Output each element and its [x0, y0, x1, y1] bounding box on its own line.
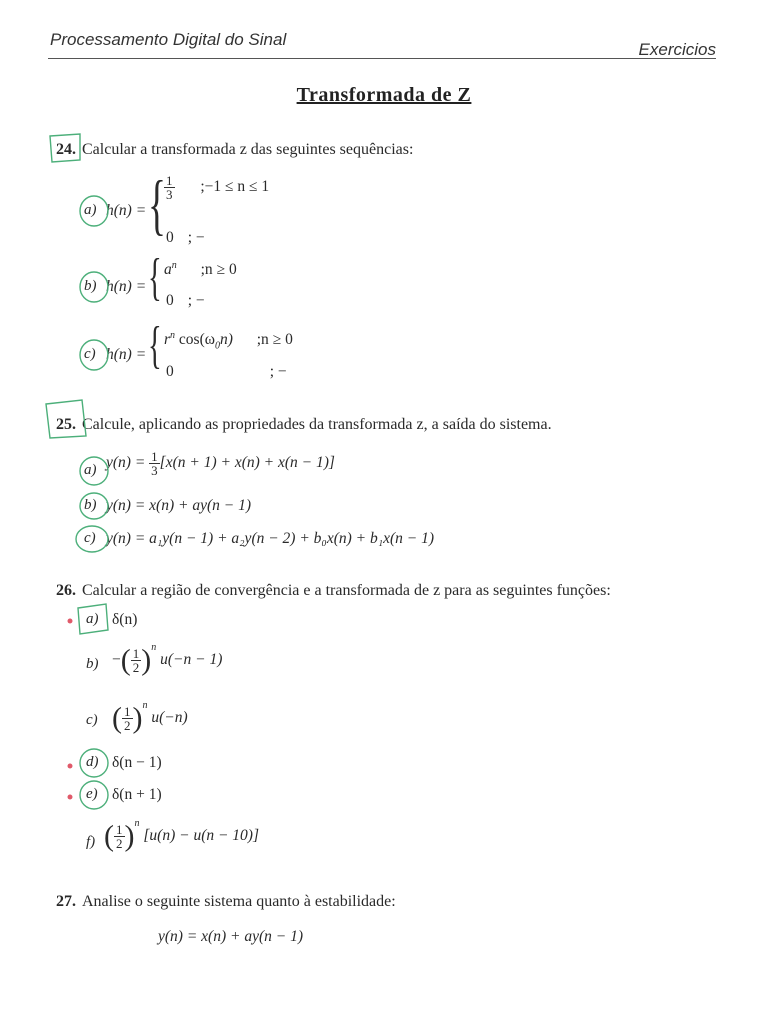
problem-27: [56, 893, 396, 911]
equation-26e: δ(n + 1): [112, 786, 162, 803]
case-24a-1: $\frac{1}{3}$ ;−1 ≤ n ≤ 1: [166, 173, 270, 202]
equation-26c: ( $\frac{1}{2}$ )$^n$ u(−n): [112, 700, 188, 735]
header-section: Exercicios: [638, 40, 716, 59]
equation-27: y(n) = x(n) + ay(n − 1): [158, 928, 303, 945]
case-24c-1: $r^n$ $\cos(\omega_0n)$ ;n ≥ 0: [164, 330, 293, 352]
equation-25c: y(n) = a₁y(n − 1) + a₂y(n − 2) + b₀x(n) + b₁x(n − 1): [106, 530, 435, 547]
equation-26f: ( $\frac{1}{2}$ )$^n$ [u(n) − u(n − 10)]: [104, 818, 260, 853]
equation-25b: y(n) = x(n) + ay(n − 1): [106, 497, 251, 514]
dot-mark-26e: [68, 795, 73, 800]
document-title: Transformada de Z: [296, 84, 472, 106]
equation-26d: δ(n − 1): [112, 754, 162, 771]
item-label-26b: b): [86, 656, 99, 672]
problem-number: 26.: [56, 582, 76, 599]
item-label-25a: a): [84, 462, 97, 478]
item-label-24a: a): [84, 202, 97, 218]
brace-24b: {: [148, 249, 162, 306]
item-label-26f: f): [86, 834, 96, 850]
equation-25a: y(n) = $\frac{1}{3}$ [x(n + 1) + x(n) + x(n − 1)]: [106, 449, 335, 478]
dot-mark-26d: [68, 764, 73, 769]
problem-text: Calcular a região de convergência e a transformada de z para as seguintes funções:: [82, 582, 611, 599]
item-label-26c: c): [86, 712, 98, 728]
item-label-26d: d): [86, 754, 99, 770]
item-label-26a: a): [86, 611, 99, 627]
header-rule: [48, 58, 716, 59]
problem-25: [56, 416, 552, 434]
equation-26a: δ(n): [112, 611, 138, 628]
problem-26: [56, 582, 611, 600]
item-label-26e: e): [86, 786, 98, 802]
equation-lhs-24c: h(n) =: [106, 346, 147, 363]
item-label-25c: c): [84, 530, 96, 546]
equation-lhs-24a: h(n) =: [106, 202, 147, 219]
case-24c-2: 0 ; −: [166, 363, 287, 380]
problem-24: [56, 141, 413, 159]
problem-text: Analise o seguinte sistema quanto à estabilidade:: [82, 893, 396, 910]
item-label-24c: c): [84, 346, 96, 362]
problem-text: Calcular a transformada z das seguintes sequências:: [82, 141, 414, 158]
brace-24c: {: [148, 317, 162, 374]
brace-24a: {: [148, 166, 166, 242]
item-label-24b: b): [84, 278, 97, 294]
equation-lhs-24b: h(n) =: [106, 278, 147, 295]
problem-number: 27.: [56, 893, 76, 910]
case-24b-2: 0 ; −: [166, 292, 205, 309]
problem-number: 25.: [56, 416, 76, 433]
header-course-title: Processamento Digital do Sinal: [50, 30, 287, 49]
case-24a-2: 0 ; −: [166, 229, 205, 246]
item-label-25b: b): [84, 497, 97, 513]
problem-text: Calcule, aplicando as propriedades da transformada z, a saída do sistema.: [82, 416, 552, 433]
dot-mark-26a: [68, 619, 73, 624]
equation-26b: −( $\frac{1}{2}$ )$^n$ u(−n − 1): [112, 642, 223, 677]
problem-number: 24.: [56, 141, 76, 158]
case-24b-1: $a^n$ ;n ≥ 0: [164, 260, 237, 279]
